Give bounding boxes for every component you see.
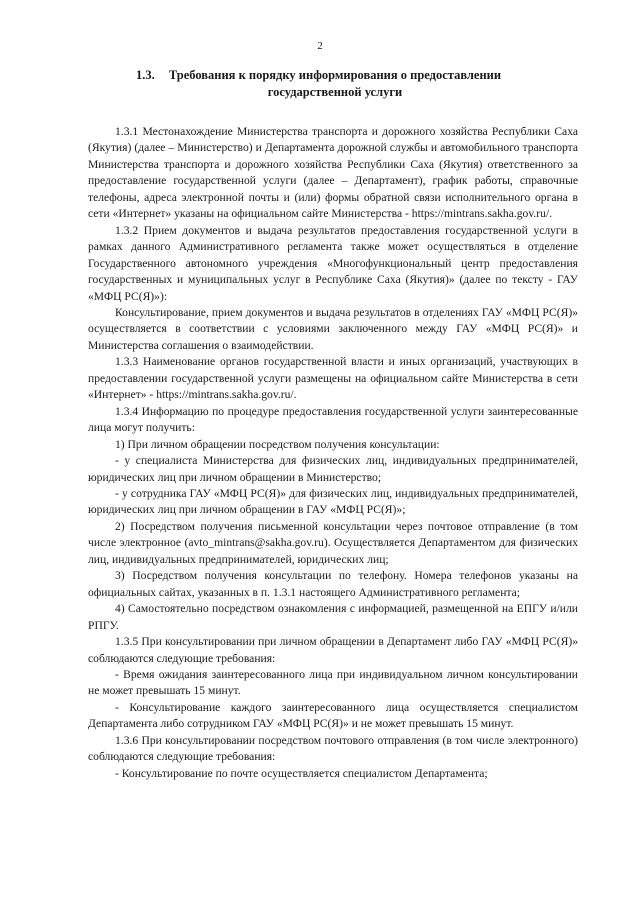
list-item-2: 2) Посредством получения письменной консультации через почтовое отправление (в том числе электронное (avto_mintrans@sakha.gov.ru). Осуществляется Департаментом для физических лиц, индивидуальных предпринимателей, юридических лиц; — [88, 519, 578, 566]
list-item-1: 1) При личном обращении посредством получения консультации: — [115, 437, 440, 451]
paragraph-1-3-3: 1.3.3 Наименование органов государственной власти и иных организаций, участвующих в предоставлении государственной услуги размещены на официальном сайте Министерства в сети «Интернет» - https://mintrans.sakha.gov.ru/. — [88, 355, 578, 402]
list-item-1-ministry: - у специалиста Министерства для физических лиц, индивидуальных предпринимателей, юридических лиц при личном обращении в Министерство; — [88, 454, 578, 484]
paragraph-1-3-6: 1.3.6 При консультировании посредством почтового отправления (в том числе электронного) соблюдаются следующие требования: — [88, 733, 578, 764]
section-heading — [100, 67, 570, 101]
list-item-4: 4) Самостоятельно посредством ознакомления с информацией, размещенной на ЕПГУ и/или РПГУ. — [88, 602, 578, 632]
section-number: 1.3. — [136, 68, 155, 82]
list-item-3: 3) Посредством получения консультации по телефону. Номера телефонов указаны на официальных сайтах, указанных в п. 1.3.1 настоящего Административного регламента; — [88, 569, 578, 599]
section-title-line-1: Требования к порядку информирования о предоставлении — [168, 68, 502, 82]
paragraph-1-3-5: 1.3.5 При консультировании при личном обращении в Департамент либо ГАУ «МФЦ РС(Я)» соблюдаются следующие требования: — [88, 635, 578, 665]
section-title-line-2: государственной услуги — [267, 85, 403, 99]
page-number: 2 — [317, 40, 323, 52]
requirement-waiting-time: - Время ожидания заинтересованного лица при индивидуальном личном консультировании не может превышать 15 минут. — [88, 667, 578, 698]
paragraph-mfc-consulting: Консультирование, прием документов и выдача результатов в отделениях ГАУ «МФЦ РС(Я)» осуществляется в соответствии с условиями заключенного между ГАУ «МФЦ РС(Я)» и Министерства соглашения о взаимодействии. — [88, 305, 578, 352]
requirement-consulting-time: - Консультирование каждого заинтересованного лица осуществляется специалистом Департамента либо сотрудником ГАУ «МФЦ РС(Я)» и не может превышать 15 минут. — [88, 700, 578, 731]
requirement-mail-consulting: - Консультирование по почте осуществляется специалистом Департамента; — [115, 766, 488, 780]
document-body — [88, 124, 578, 782]
list-item-1-mfc: - у сотрудника ГАУ «МФЦ РС(Я)» для физических лиц, индивидуальных предпринимателей, юридических лиц при личном обращении в ГАУ «МФЦ РС(Я)»; — [88, 486, 578, 517]
paragraph-1-3-4: 1.3.4 Информацию по процедуре предоставления государственной услуги заинтересованные лица могут получить: — [88, 404, 578, 435]
paragraph-1-3-2: 1.3.2 Прием документов и выдача результатов предоставления государственной услуги в рамках данного Административного регламента также может осуществляться в отделение Государственного автономного учреждения «Многофункциональный центр предоставления государственных и муниципальных услуг в Республике Саха (Якутия)» (далее по тексту - ГАУ «МФЦ РС(Я)»): — [88, 223, 578, 303]
paragraph-1-3-1: 1.3.1 Местонахождение Министерства транспорта и дорожного хозяйства Республики Саха (Якутия) (далее – Министерство) и Департамента дорожной службы и автомобильного транспорта Министерства транспорта и дорожного хозяйства Республики Саха (Якутия) ответственного за предоставление государственной услуги (далее – Департамент), график работы, справочные телефоны, адреса электронной почты и (или) формы обратной связи исполнительного органа в сети «Интернет» указаны на официальном сайте Министерства - https://mintrans.sakha.gov.ru/. — [88, 125, 578, 221]
